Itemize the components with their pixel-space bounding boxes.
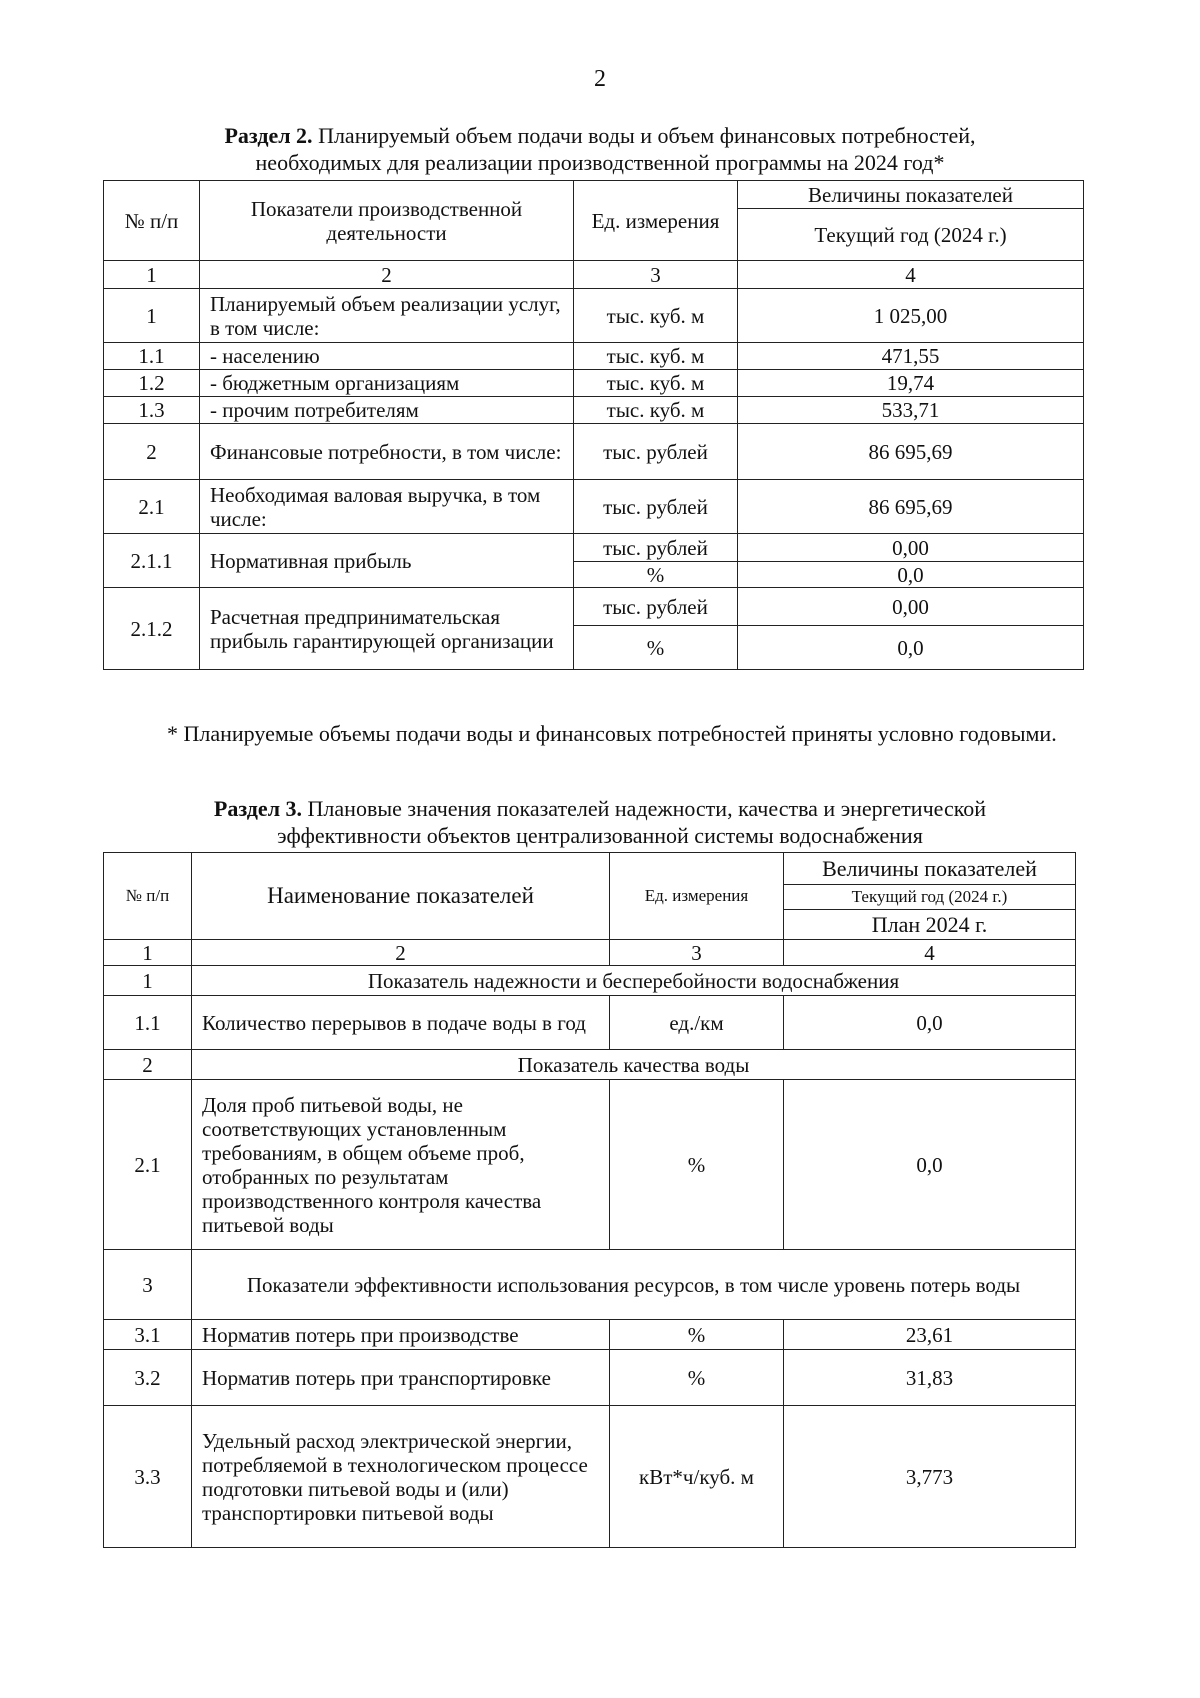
header-current-year: Текущий год (2024 г.) <box>738 209 1084 261</box>
row-value: 1 025,00 <box>738 289 1084 343</box>
group-title: Показатель качества воды <box>192 1050 1076 1080</box>
row-num: 1.3 <box>104 397 200 424</box>
header-indicator: Показатели производственной деятельности <box>200 181 574 261</box>
row-unit: тыс. рублей <box>574 534 738 562</box>
row-name: Необходимая валовая выручка, в том числе: <box>200 480 574 534</box>
group-num: 2 <box>104 1050 192 1080</box>
row-name: Количество перерывов в подаче воды в год <box>192 996 610 1050</box>
row-name: Планируемый объем реализации услуг, в том числе: <box>200 289 574 343</box>
row-value: 0,00 <box>738 534 1084 562</box>
col-number: 1 <box>104 940 192 966</box>
section3-title-rest: Плановые значения показателей надежности, качества и энергетической <box>302 796 987 821</box>
row-name: - прочим потребителям <box>200 397 574 424</box>
col-number: 4 <box>784 940 1076 966</box>
table-row <box>104 1320 1076 1350</box>
row-value: 0,0 <box>738 562 1084 588</box>
section2-footnote <box>107 720 1117 748</box>
table-row <box>104 397 1084 424</box>
row-unit: тыс. рублей <box>574 588 738 626</box>
col-number: 3 <box>574 261 738 289</box>
table-row <box>104 1406 1076 1548</box>
section2-title-bold: Раздел 2. <box>224 123 313 148</box>
table-row <box>104 996 1076 1050</box>
row-value: 86 695,69 <box>738 424 1084 480</box>
row-value: 0,0 <box>738 626 1084 670</box>
row-name: Нормативная прибыль <box>200 534 574 588</box>
row-unit: кВт*ч/куб. м <box>610 1406 784 1548</box>
group-num: 1 <box>104 966 192 996</box>
row-num: 2.1 <box>104 1080 192 1250</box>
row-unit: % <box>610 1350 784 1406</box>
row-value: 471,55 <box>738 343 1084 370</box>
row-num: 3.3 <box>104 1406 192 1548</box>
row-name: Доля проб питьевой воды, не соответствующих установленным требованиям, в общем объеме проб, отобранных по результатам производственного контроля качества питьевой воды <box>192 1080 610 1250</box>
header-num: № п/п <box>104 181 200 261</box>
section3-title-bold: Раздел 3. <box>213 796 303 821</box>
row-name: Финансовые потребности, в том числе: <box>200 424 574 480</box>
row-unit: тыс. куб. м <box>574 397 738 424</box>
section2-title-line2: необходимых для реализации производственной программы на 2024 год* <box>255 150 945 175</box>
row-num: 1.2 <box>104 370 200 397</box>
group-row <box>104 1050 1076 1080</box>
row-unit: тыс. куб. м <box>574 343 738 370</box>
col-number: 2 <box>200 261 574 289</box>
group-row <box>104 966 1076 996</box>
row-unit: тыс. рублей <box>574 480 738 534</box>
row-value: 23,61 <box>784 1320 1076 1350</box>
section2-title <box>100 122 1100 176</box>
section3-table <box>103 852 1076 1548</box>
group-title: Показатель надежности и бесперебойности водоснабжения <box>192 966 1076 996</box>
header-values: Величины показателей <box>784 853 1076 885</box>
footnote-text: * Планируемые объемы подачи воды и финансовых потребностей приняты условно годовыми. <box>167 721 1057 746</box>
table-row <box>104 370 1084 397</box>
row-value: 0,0 <box>784 1080 1076 1250</box>
row-value: 533,71 <box>738 397 1084 424</box>
row-num: 1 <box>104 289 200 343</box>
row-num: 2.1 <box>104 480 200 534</box>
group-title: Показатели эффективности использования ресурсов, в том числе уровень потерь воды <box>192 1250 1076 1320</box>
section3-title <box>100 795 1100 849</box>
row-unit: тыс. рублей <box>574 424 738 480</box>
page-number: 2 <box>594 66 606 92</box>
table-row <box>104 424 1084 480</box>
row-num: 1.1 <box>104 996 192 1050</box>
header-values: Величины показателей <box>738 181 1084 209</box>
col-number: 2 <box>192 940 610 966</box>
row-value: 0,0 <box>784 996 1076 1050</box>
group-row <box>104 1250 1076 1320</box>
row-value: 31,83 <box>784 1350 1076 1406</box>
table-row <box>104 1350 1076 1406</box>
col-number: 3 <box>610 940 784 966</box>
section3-title-line2: эффективности объектов централизованной системы водоснабжения <box>277 823 923 848</box>
row-name: - населению <box>200 343 574 370</box>
header-indicator: Наименование показателей <box>192 853 610 940</box>
row-num: 3.2 <box>104 1350 192 1406</box>
row-num: 1.1 <box>104 343 200 370</box>
row-value: 86 695,69 <box>738 480 1084 534</box>
table-row <box>104 343 1084 370</box>
row-unit: ед./км <box>610 996 784 1050</box>
row-num: 2.1.2 <box>104 588 200 670</box>
row-num: 2 <box>104 424 200 480</box>
header-unit: Ед. измерения <box>574 181 738 261</box>
row-unit: % <box>610 1320 784 1350</box>
table-row <box>104 1080 1076 1250</box>
table-row <box>104 289 1084 343</box>
table-row <box>104 588 1084 626</box>
row-unit: тыс. куб. м <box>574 289 738 343</box>
section2-title-rest: Планируемый объем подачи воды и объем финансовых потребностей, <box>312 123 976 148</box>
row-unit: % <box>574 562 738 588</box>
row-value: 19,74 <box>738 370 1084 397</box>
row-name: - бюджетным организациям <box>200 370 574 397</box>
table-row <box>104 480 1084 534</box>
row-name: Расчетная предпринимательская прибыль гарантирующей организации <box>200 588 574 670</box>
row-unit: тыс. куб. м <box>574 370 738 397</box>
section2-table <box>103 180 1084 670</box>
row-unit: % <box>574 626 738 670</box>
header-num: № п/п <box>104 853 192 940</box>
col-number: 4 <box>738 261 1084 289</box>
row-value: 0,00 <box>738 588 1084 626</box>
table-row <box>104 534 1084 562</box>
row-unit: % <box>610 1080 784 1250</box>
col-number: 1 <box>104 261 200 289</box>
header-plan: План 2024 г. <box>784 910 1076 940</box>
row-name: Норматив потерь при производстве <box>192 1320 610 1350</box>
header-current-year: Текущий год (2024 г.) <box>784 885 1076 910</box>
group-num: 3 <box>104 1250 192 1320</box>
header-unit: Ед. измерения <box>610 853 784 940</box>
row-num: 2.1.1 <box>104 534 200 588</box>
row-value: 3,773 <box>784 1406 1076 1548</box>
row-name: Норматив потерь при транспортировке <box>192 1350 610 1406</box>
row-num: 3.1 <box>104 1320 192 1350</box>
row-name: Удельный расход электрической энергии, потребляемой в технологическом процессе подготовки питьевой воды и (или) транспортировки питьевой воды <box>192 1406 610 1548</box>
